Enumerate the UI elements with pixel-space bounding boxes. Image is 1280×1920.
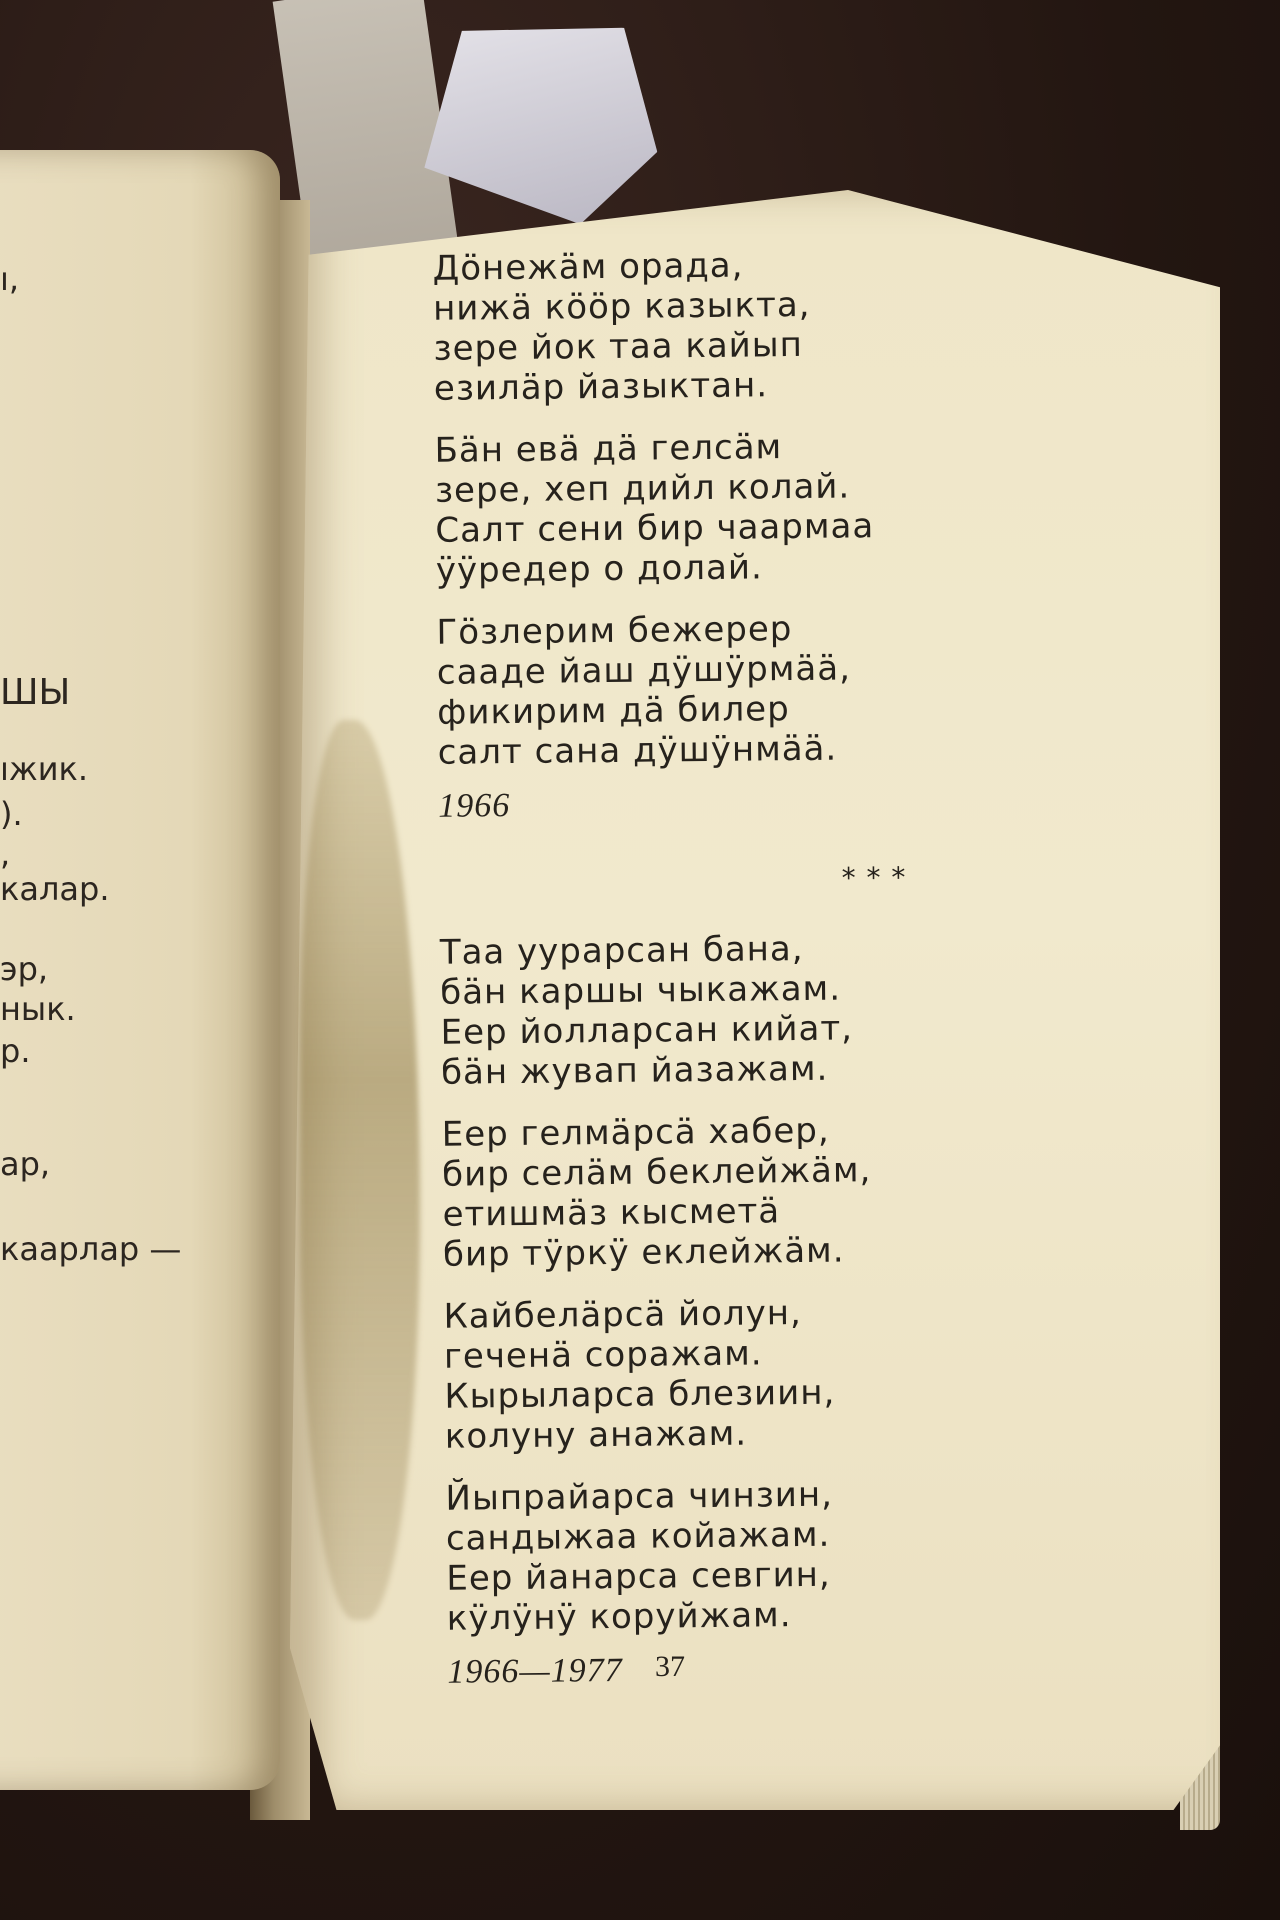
poem-line: геченӓ соражам. (443, 1333, 763, 1377)
poem-text (432, 241, 1167, 1692)
poem-line: Гӧзлерим бежерер (436, 609, 793, 653)
poem-line: Таа уурарсан бана, (439, 928, 804, 973)
poem-line: бӓн каршы чыкажам. (440, 968, 842, 1013)
left-fragment: ар, (0, 1145, 51, 1183)
poem-line: фикирим дӓ билер (437, 689, 790, 733)
left-fragment: каарлар — (0, 1230, 182, 1268)
poem-line: Дӧнежӓм орада, (432, 245, 744, 289)
poem-line: Йыпрайарса чинзин, (445, 1474, 834, 1519)
poem-line: бир тӱркӱ еклейжӓм. (442, 1230, 845, 1275)
poem-line: Еер гелмӓрсӓ хабер, (441, 1110, 830, 1155)
page-number: 37 (655, 1650, 685, 1683)
poem-line: бир селӓм беклейжӓм, (441, 1150, 872, 1195)
poem-line: езилӓр йазыктан. (433, 365, 769, 409)
poem-line: Салт сени бир чаармаа (435, 506, 875, 551)
stanza (443, 1289, 1165, 1457)
section-separator: * * * (841, 860, 907, 895)
left-fragment: ıжик. (0, 750, 89, 788)
poem-line: сандыжаа койажам. (445, 1514, 831, 1559)
left-fragment: ı, (0, 260, 20, 298)
poem-line: сааде йаш дӱшӱрмӓӓ, (436, 648, 852, 693)
left-fragment: , (0, 835, 11, 873)
stanza (442, 1107, 1164, 1275)
poem-line: Кырыларса блезиин, (444, 1372, 836, 1417)
poem-line: зере, хеп дийл колай. (434, 466, 851, 511)
poem-line: зере йок таа кайып (433, 324, 804, 369)
poem-line: колуну анажам. (444, 1413, 748, 1457)
left-fragment: ШЫ (0, 672, 71, 713)
poem-line: Еер йолларсан кийат, (440, 1008, 854, 1053)
left-fragment: ). (0, 795, 23, 833)
poem-year: 1966—1977 (447, 1651, 623, 1691)
left-fragment: р. (0, 1032, 31, 1070)
stanza (440, 925, 1162, 1093)
poem-line: нижӓ кӧӧр казыкта, (432, 284, 811, 329)
poem-line: Бӓн евӓ дӓ гелсӓм (434, 427, 783, 471)
stanza (445, 1471, 1167, 1639)
poem-line: ӱӱредер о долай. (435, 547, 763, 591)
poem-line: етишмӓз кысметӓ (442, 1191, 781, 1235)
stanza (432, 241, 1154, 409)
poem-line: салт сана дӱшӱнмӓӓ. (437, 728, 838, 773)
left-fragment: эр, (0, 950, 49, 988)
poem-line: кӱлӱнӱ коруйжам. (446, 1595, 792, 1639)
left-fragment: нык. (0, 990, 76, 1028)
left-fragment: калар. (0, 870, 110, 908)
poem-line: Еер йанарса севгин, (446, 1554, 831, 1599)
poem-year: 1966 (438, 787, 511, 825)
stanza (436, 605, 1158, 773)
stanza (434, 423, 1156, 591)
poem-line: бӓн жувап йазажам. (440, 1048, 829, 1093)
poem-line: Кайбелӓрсӓ йолун, (443, 1293, 803, 1337)
